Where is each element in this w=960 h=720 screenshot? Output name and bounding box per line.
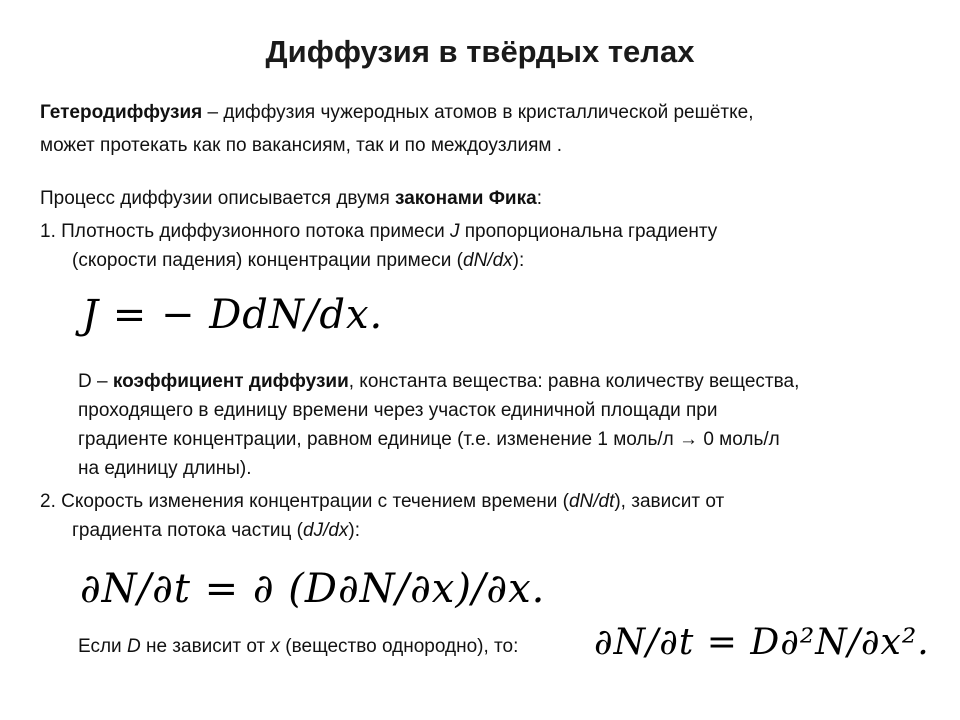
- dcoef-rest: , константа вещества: равна количеству вещества,: [348, 371, 800, 392]
- diffusion-coefficient-line-3: градиенте концентрации, равном единице (т.е. изменение 1 моль/л → 0 моль/л: [78, 429, 780, 450]
- law1-text-a: 1. Плотность диффузионного потока примеси: [40, 221, 450, 242]
- law1-text-b: пропорциональна градиенту: [459, 221, 718, 242]
- law2-line-2: [72, 516, 360, 545]
- law1-var-j: J: [449, 221, 460, 242]
- law1-text-c: (скорости падения) концентрации примеси (: [72, 250, 464, 271]
- cond-var-d: D: [126, 636, 141, 657]
- law2-text-c: градиента потока частиц (: [72, 520, 303, 541]
- law1-line-1: [40, 217, 717, 246]
- heterodiffusion-term: Гетеродиффузия: [40, 102, 203, 123]
- slide-title: Диффузия в твёрдых телах: [265, 34, 695, 69]
- cond-text-a: Если: [78, 636, 127, 657]
- dcoef-d: D –: [78, 371, 113, 392]
- heterodiffusion-definition: – диффузия чужеродных атомов в кристаллической решётке,: [202, 102, 754, 123]
- law2-text-d: ):: [348, 520, 361, 541]
- fick-first-law-formula: J = − DdN/dx.: [82, 292, 384, 338]
- fick-intro-text: Процесс диффузии описывается двумя: [40, 188, 396, 209]
- cond-var-x: x: [270, 636, 281, 657]
- law2-text-b: ), зависит от: [614, 491, 725, 512]
- fick-second-law-formula: ∂N/∂t = ∂ (D∂N/∂x)/∂x.: [80, 566, 546, 612]
- law2-line-1: [40, 487, 724, 516]
- law1-line-2: [72, 246, 524, 275]
- homogeneous-condition: [78, 632, 518, 661]
- fick-laws-term: законами Фика: [395, 188, 537, 209]
- law2-text-a: 2. Скорость изменения концентрации с течением времени (: [40, 491, 569, 512]
- diffusion-coefficient-line-4: на единицу длины).: [78, 458, 252, 479]
- homogeneous-diffusion-formula: ∂N/∂t = D∂²N/∂x².: [594, 622, 930, 663]
- law2-var-djdx: dJ/dx: [303, 520, 349, 541]
- diffusion-coefficient-line-2: проходящего в единицу времени через участок единичной площади при: [78, 400, 718, 421]
- fick-intro-colon: :: [536, 188, 542, 209]
- cond-text-c: (вещество однородно), то:: [280, 636, 519, 657]
- law1-text-d: ):: [512, 250, 525, 271]
- law1-var-dndx: dN/dx: [463, 250, 513, 271]
- diffusion-coefficient-term: коэффициент диффузии: [112, 371, 349, 392]
- law2-var-dndt: dN/dt: [568, 491, 615, 512]
- diffusion-coefficient-line-1: [78, 367, 799, 396]
- heterodiffusion-line-2: может протекать как по вакансиям, так и по междоузлиям .: [40, 135, 562, 156]
- heterodiffusion-line-1: [40, 98, 754, 127]
- fick-intro: [40, 184, 542, 213]
- cond-text-b: не зависит от: [140, 636, 271, 657]
